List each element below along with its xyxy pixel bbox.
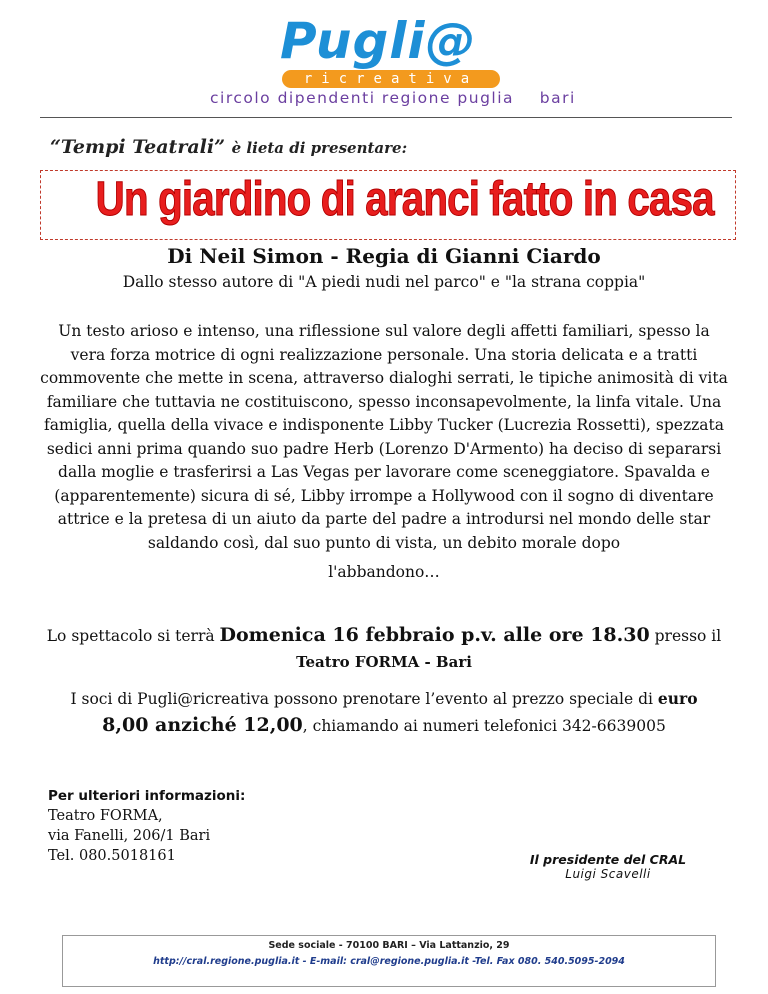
signature-block <box>508 852 708 881</box>
author-note: Dallo stesso autore di "A piedi nudi nel parco" e "la strana coppia" <box>122 273 646 291</box>
intro-line <box>50 136 407 158</box>
members-suffix: , chiamando ai numeri telefonici 342-6639005 <box>302 717 666 735</box>
event-suffix: presso il <box>649 627 722 645</box>
description-end: l'abbandono… <box>328 563 440 581</box>
header-subtitle: circolo dipendenti regione puglia bari <box>210 89 576 107</box>
byline: Di Neil Simon - Regia di Gianni Ciardo <box>167 244 601 268</box>
event-prefix: Lo spettacolo si terrà <box>46 627 220 645</box>
footer-contacts: http://cral.regione.puglia.it - E-mail: cral@regione.puglia.it -Tel. Fax 080. 540.5095-2094 <box>153 956 625 967</box>
show-description <box>40 320 728 589</box>
members-offer <box>20 686 748 739</box>
members-prefix: I soci di Pugli@ricreativa possono prenotare l’evento al prezzo speciale di <box>70 690 658 708</box>
event-info <box>0 622 768 675</box>
footer-address: Sede sociale - 70100 BARI – Via Lattanzio, 29 <box>268 940 510 951</box>
presenter-name: “Tempi Teatrali” <box>50 136 226 158</box>
event-venue: Teatro FORMA - Bari <box>296 653 472 671</box>
info-heading: Per ulteriori informazioni: <box>48 788 246 804</box>
info-line-2: via Fanelli, 206/1 Bari <box>48 828 211 844</box>
members-price: 8,00 anziché 12,00 <box>102 714 303 736</box>
header-divider <box>40 117 732 118</box>
info-line-3: Tel. 080.5018161 <box>48 848 176 864</box>
footer-box <box>62 935 716 987</box>
contact-info <box>48 786 245 866</box>
signature-name: Luigi Scavelli <box>565 867 651 881</box>
logo <box>280 12 540 72</box>
logo-badge: ricreativa <box>282 70 500 88</box>
description-text: Un testo arioso e intenso, una riflessione sul valore degli affetti familiari, spesso la vera forza motrice di ogni realizzazione personale. Una storia delicata e a tratti commovente che mette in scena, attraverso dialoghi serrati, le tipiche animosità di vita familiare che tuttavia ne costituiscono, spesso inconsapevolmente, la linfa vitale. Una famiglia, quella della vivace e indisponente Libby Tucker (Lucrezia Rossetti), spezzata sedici anni prima quando suo padre Herb (Lorenzo D'Armento) ha deciso di separarsi dalla moglie e trasferirsi a Las Vegas per lavorare come sceneggiatore. Spavalda e (apparentemente) sicura di sé, Libby irrompe a Hollywood con il sogno di diventare attrice e la pretesa di un aiuto da parte del padre a introdursi nel mondo delle star saldando così, dal suo punto di vista, un debito morale dopo <box>40 322 728 552</box>
event-datetime: Domenica 16 febbraio p.v. alle ore 18.30 <box>219 624 650 646</box>
logo-text: Pugli@ <box>280 12 477 70</box>
info-line-1: Teatro FORMA, <box>48 808 163 824</box>
members-euro: euro <box>657 689 698 708</box>
presents-text: è lieta di presentare: <box>231 139 408 157</box>
show-title: Un giardino di aranci fatto in casa <box>95 173 714 226</box>
signature-role: Il presidente del CRAL <box>529 852 687 867</box>
